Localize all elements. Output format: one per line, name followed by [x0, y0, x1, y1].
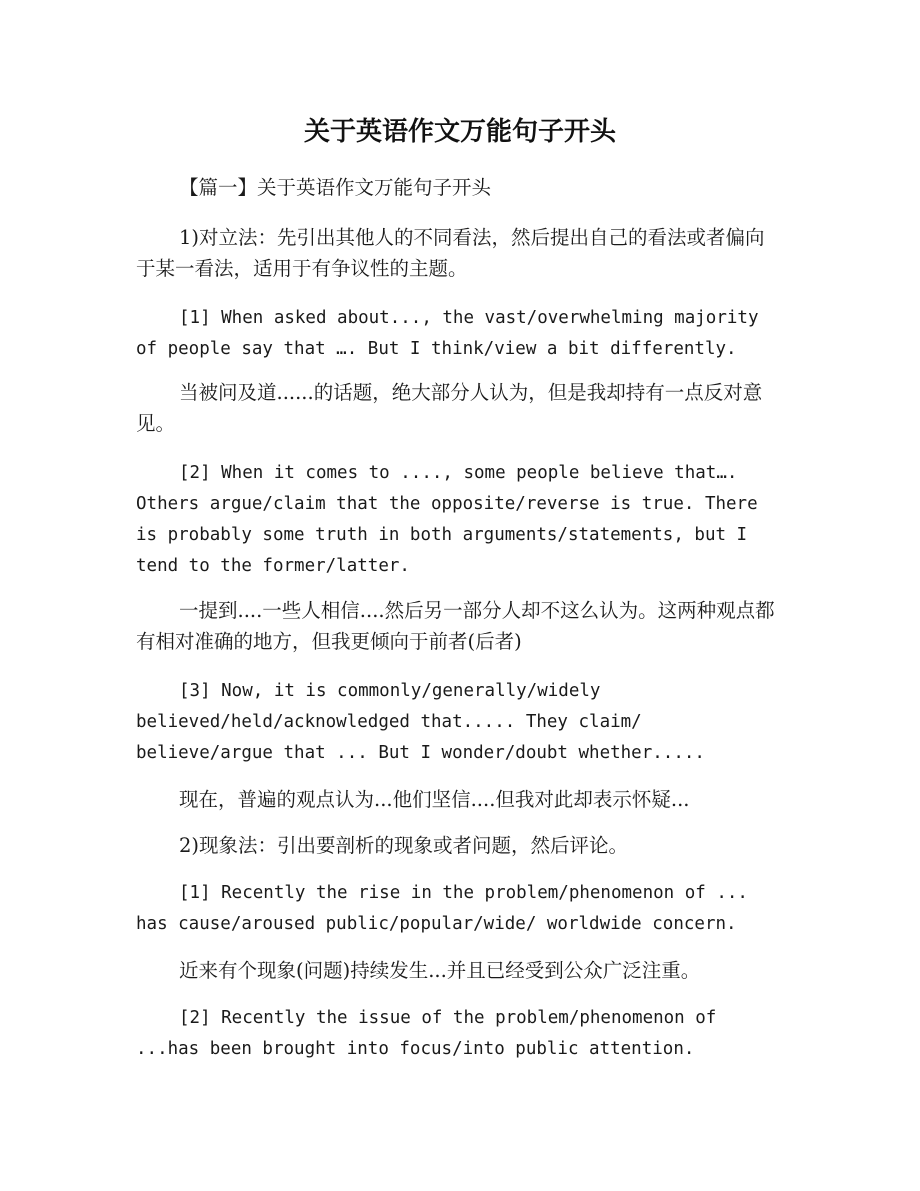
method-heading-phenomenon: 2)现象法：引出要剖析的现象或者问题，然后评论。 — [179, 834, 629, 857]
chinese-translation-2: 一提到....一些人相信....然后另一部分人却不这么认为。这两种观点都有相对准确的地方，但我更倾向于前者(后者) — [136, 599, 775, 653]
method-heading-contrast: 1)对立法：先引出其他人的不同看法，然后提出自己的看法或者偏向于某一看法，适用于有争议性的主题。 — [136, 226, 765, 280]
chinese-translation-4: 近来有个现象(问题)持续发生...并且已经受到公众广泛注重。 — [179, 959, 701, 982]
chinese-translation-1: 当被问及道......的话题，绝大部分人认为，但是我却持有一点反对意见。 — [136, 381, 763, 435]
english-example-4: [1] Recently the rise in the problem/phenomenon of ... has cause/aroused public/popular/wide/ worldwide concern. — [136, 883, 748, 934]
english-example-1: [1] When asked about..., the vast/overwhelming majority of people say that …. But I think/view a bit differently. — [136, 308, 759, 359]
document-title: 关于英语作文万能句子开头 — [303, 117, 616, 147]
english-example-5: [2] Recently the issue of the problem/phenomenon of ...has been brought into focus/into public attention. — [136, 1008, 717, 1059]
chinese-translation-3: 现在，普遍的观点认为...他们坚信....但我对此却表示怀疑... — [179, 788, 690, 811]
english-example-2: [2] When it comes to ...., some people believe that…. Others argue/claim that the opposite/reverse is true. There is probably some truth in both arguments/statements, but I tend to the former/latter. — [136, 463, 758, 576]
section-heading: 【篇一】关于英语作文万能句子开头 — [179, 176, 492, 199]
english-example-3: [3] Now, it is commonly/generally/widely believed/held/acknowledged that..... They claim/ believe/argue that ... But I wonder/doubt whether..... — [136, 681, 705, 763]
